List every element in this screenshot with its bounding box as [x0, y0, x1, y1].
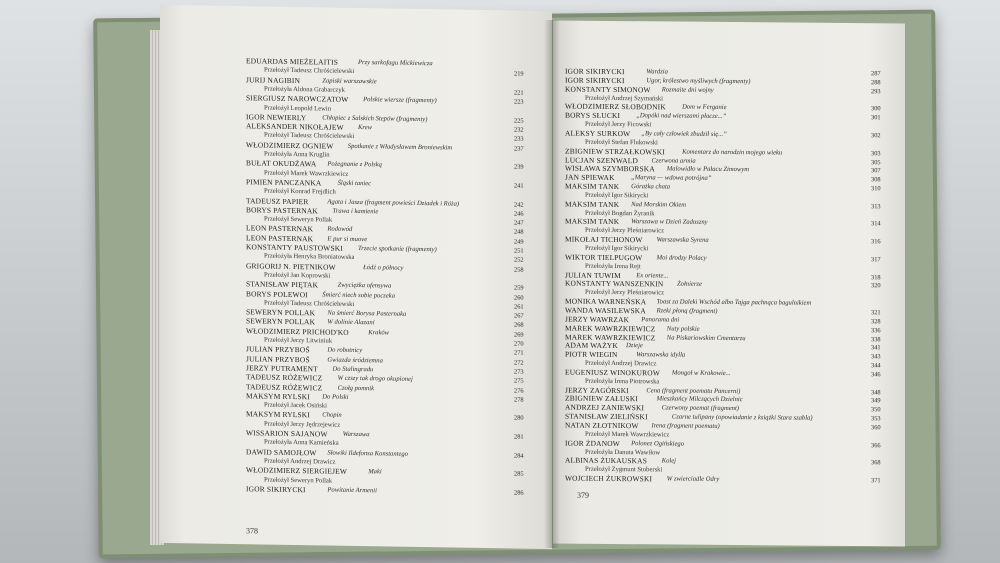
- entry-author: MAKSIM TANK: [565, 199, 620, 209]
- entry-title: Na Piskariowskim Cmentarzu: [666, 333, 746, 342]
- right-page: [553, 20, 905, 546]
- entry-author: MONIKA WARNEŃSKA: [565, 296, 647, 307]
- left-page-contents: [160, 5, 552, 549]
- entry-title: W dolinie Alazani: [327, 318, 375, 327]
- entry-translator: Przełożył Igor Sikirycki: [585, 244, 649, 253]
- entry-page-number: 287: [871, 70, 881, 78]
- entry-page-number: 267: [514, 312, 524, 320]
- entry-author: ALBINAS ŻUKAUSKAS: [565, 455, 648, 466]
- entry-author: MAKSIM TANK: [565, 217, 620, 227]
- entry-page-number: 353: [871, 415, 881, 423]
- entry-title: Wardzia: [646, 68, 668, 76]
- entry-page-number: 269: [514, 331, 524, 339]
- entry-title: Polonez Ogińskiego: [631, 439, 685, 448]
- entry-author: KONSTANTY WANSZENKIN: [565, 278, 664, 289]
- entry-translator: Przełożył Tadeusz Chróścielewski: [264, 299, 355, 308]
- entry-title: Maki: [368, 468, 382, 476]
- entry-author: JULIAN TUWIM: [565, 270, 621, 280]
- entry-page-number: 239: [514, 163, 524, 171]
- entry-page-number: 278: [514, 396, 524, 404]
- entry-page-number: 272: [514, 359, 524, 367]
- entry-title: Irena (fragment poematu): [651, 422, 720, 430]
- entry-author: BORYS SŁUCKI: [565, 110, 621, 121]
- entry-author: WANDA WASILEWSKA: [565, 305, 646, 316]
- right-page-contents: [553, 20, 905, 546]
- entry-author: WIKTOR TIELPUGOW: [565, 252, 643, 263]
- entry-page-number: 219: [514, 70, 524, 78]
- entry-title: Powitanie Armenii: [327, 486, 377, 495]
- entry-title: Do Polski: [322, 393, 349, 401]
- entry-title: Ugor, królestwo myśliwych (fragmenty): [646, 77, 751, 86]
- entry-author: WOJCIECH ŻUKROWSKI: [565, 473, 653, 484]
- entry-author: SEWERYN POLLAK: [246, 316, 316, 327]
- entry-translator: Przełożył Stefan Flukowski: [585, 138, 658, 147]
- entry-title: Malowidło w Pałacu Zimowym: [666, 165, 750, 174]
- entry-author: ZBIGNIEW ZAŁUSKI: [565, 394, 639, 404]
- entry-page-number: 360: [871, 424, 881, 432]
- entry-title: Czerwona armia: [651, 156, 696, 165]
- entry-page-number: 301: [871, 114, 881, 122]
- entry-author: MAREK WAWRZKIEWICZ: [565, 323, 656, 333]
- entry-page-number: 348: [871, 388, 881, 396]
- entry-title: Cena (fragment poematu Pancerni): [646, 386, 741, 395]
- entry-author: WŁODZIMIERZ PRICHOD'KO: [246, 325, 349, 337]
- entry-page-number: 280: [514, 414, 524, 423]
- entry-title: „By cały człowiek zbudził się...”: [641, 130, 727, 138]
- entry-page-number: 237: [514, 145, 524, 153]
- entry-author: NATAN ZŁOTNIKOW: [565, 420, 639, 431]
- entry-author: WISŁAWA SZYMBORSKA: [565, 163, 655, 174]
- entry-translator: Przełożył Jerzy Pleśniarowicz: [585, 227, 665, 235]
- toc-entry: [553, 474, 905, 486]
- entry-title: Dom w Ferganie: [682, 103, 727, 112]
- entry-title: Rozmaite dni wojny: [661, 86, 714, 94]
- entry-author: DAWID SAMOJŁOW: [246, 446, 317, 457]
- entry-page-number: 317: [871, 256, 881, 264]
- entry-title: Do robotnicy: [327, 346, 363, 355]
- entry-title: Śmierć niech sobie poczeka: [322, 290, 395, 300]
- entry-page-number: 246: [514, 210, 524, 218]
- entry-page-number: 286: [514, 489, 524, 497]
- entry-title: Komentarz do narodzin mojego wieku: [682, 148, 783, 157]
- entry-author: GRIGORIJ N. PIETNIKOW: [246, 260, 336, 272]
- entry-title: Nad Morskim Okiem: [631, 200, 687, 209]
- entry-title: Chopin: [322, 411, 342, 420]
- entry-author: ADAM WAŻYK: [565, 340, 618, 351]
- entry-title: Słowiki Ildefonsa Konstantego: [327, 449, 408, 458]
- entry-page-number: 252: [514, 256, 524, 264]
- entry-page-number: 225: [514, 117, 524, 125]
- entry-title: Kolej: [661, 457, 676, 465]
- entry-author: IGOR ŻDANOW: [565, 438, 620, 448]
- entry-translator: Przełożył Andrzej Szymański: [585, 94, 664, 102]
- entry-translator: Przełożył Jerzy Jędrzejewicz: [264, 420, 341, 429]
- entry-translator: Przełożył Seweryn Pollak: [264, 476, 333, 485]
- entry-author: JAN SPIEWAK: [565, 172, 615, 183]
- entry-author: KONSTANTY SIMONOW: [565, 84, 651, 95]
- entry-page-number: 346: [871, 371, 881, 379]
- entry-author: IGOR NEWIERLY: [246, 112, 307, 123]
- entry-page-number: 261: [514, 303, 524, 311]
- entry-title: Czarne tulipany (opowiadanie z książki Stara szabla): [671, 413, 813, 422]
- entry-page-number: 259: [514, 284, 524, 292]
- entry-page-number: 258: [514, 266, 524, 274]
- entry-page-number: 344: [871, 362, 881, 370]
- entry-translator: Przełożył Jacek Osiński: [264, 401, 327, 410]
- entry-page-number: 271: [514, 349, 524, 357]
- entry-page-number: 320: [871, 282, 881, 290]
- entry-author: PIMIEN PANCZANKA: [246, 177, 322, 188]
- entry-translator: Przełożył Jerzy Pleśniarowicz: [585, 288, 665, 297]
- entry-translator: Przełożyła Danuta Wawiłow: [585, 448, 661, 456]
- entry-page-number: 314: [871, 220, 881, 228]
- entry-page-number: 318: [871, 273, 881, 281]
- entry-title: E pur si muove: [327, 235, 368, 243]
- entry-page-number: 273: [514, 368, 524, 376]
- entry-author: IGOR SIKIRYCKI: [565, 75, 625, 85]
- entry-author: IGOR SIKIRYCKI: [565, 66, 625, 77]
- entry-page-number: 241: [514, 182, 524, 190]
- entry-page-number: 343: [871, 353, 881, 361]
- entry-title: „Dopóki nad wierszami płacze...”: [636, 112, 727, 121]
- entry-page-number: 221: [514, 89, 524, 97]
- entry-title: Gwiazda śródziemna: [327, 356, 383, 365]
- entry-page-number: 247: [514, 219, 524, 227]
- entry-title: Trawa i kamienie: [332, 207, 379, 216]
- entry-title: Warszawa: [342, 430, 370, 439]
- entry-title: Mongoł w Krakowie...: [671, 369, 731, 377]
- entry-author: STANISŁAW ZIELIŃSKI: [565, 411, 648, 422]
- entry-title: Dzieje: [626, 342, 643, 350]
- entry-title: Czołg pomnik: [337, 384, 375, 392]
- entry-translator: Przełożył Andrzej Drawicz: [585, 359, 657, 368]
- entry-author: BORYS PASTERNAK: [246, 205, 318, 216]
- left-page-number: 378: [246, 526, 258, 536]
- entry-page-number: 232: [514, 126, 524, 134]
- entry-translator: Przełożyła Anna Kamieńska: [264, 438, 339, 448]
- entry-title: Na śmierć Borysa Pasternaka: [327, 309, 407, 318]
- entry-translator: Przełożyła Henryka Broniatowska: [264, 252, 355, 262]
- entry-title: Ex oriente...: [636, 271, 669, 280]
- entry-author: KONSTANTY PAUSTOWSKI: [246, 242, 343, 253]
- entry-page-number: 281: [514, 433, 524, 441]
- entry-title: W czszy tak drogo okupionej: [337, 374, 413, 384]
- entry-translator: Przełożył Jan Koprowski: [264, 271, 331, 280]
- entry-author: ZBIGNIEW STRZAŁKOWSKI: [565, 146, 665, 157]
- entry-page-number: 305: [871, 158, 881, 166]
- entry-author: JERZY WAWRZAK: [565, 314, 630, 324]
- entry-page-number: 321: [871, 309, 881, 317]
- entry-translator: Przełożył Jerzy Litwiniuk: [264, 336, 333, 345]
- entry-author: JURIJ NAGIBIN: [246, 74, 301, 85]
- entry-author: WŁODZIMIERZ OGNIEW: [246, 139, 334, 151]
- entry-title: W zwierciadle Odry: [666, 475, 720, 484]
- entry-title: Zapiski warszawskie: [322, 77, 377, 85]
- entry-translator: Przełożył Jerzy Ficowski: [585, 120, 652, 129]
- entry-page-number: 270: [514, 340, 524, 348]
- entry-translator: Przełożyła Irena Piotrowska: [585, 377, 660, 386]
- entry-page-number: 366: [871, 441, 881, 450]
- entry-title: Górażka chata: [631, 183, 671, 191]
- entry-page-number: 328: [871, 318, 881, 326]
- entry-title: Do Stalingradu: [332, 365, 374, 374]
- entry-translator: Przełożył Tadeusz Chróścielewski: [264, 66, 355, 76]
- entry-author: JULIAN PRZYBOŚ: [246, 353, 310, 364]
- entry-title: Moi drodzy Polacy: [656, 254, 707, 262]
- entry-author: JERZY ZAGÓRSKI: [565, 385, 629, 395]
- right-page-number: 379: [577, 490, 589, 500]
- entry-title: Trzecie spotkanie (fragmenty): [358, 245, 437, 254]
- entry-title: Pożegnanie z Polską: [327, 160, 382, 169]
- entry-page-number: 276: [514, 386, 524, 395]
- entry-page-number: 233: [514, 135, 524, 144]
- entry-translator: Przełożył Tadeusz Chróścielewski: [264, 131, 355, 141]
- entry-title: Chłopiec z Salskich Stepów (fragmenty): [322, 114, 428, 123]
- entry-author: BUŁAT OKUDŻAWA: [246, 158, 317, 169]
- entry-page-number: 338: [871, 335, 881, 343]
- entry-page-number: 288: [871, 79, 881, 87]
- entry-title: Żołnierze: [677, 280, 702, 289]
- entry-page-number: 341: [871, 344, 881, 352]
- entry-author: SEWERYN POLLAK: [246, 307, 316, 318]
- entry-author: MIKOŁAJ TICHONOW: [565, 234, 643, 245]
- entry-author: LEON PASTERNAK: [246, 232, 314, 244]
- entry-page-number: 285: [514, 470, 524, 478]
- entry-page-number: 336: [871, 326, 881, 334]
- entry-author: LEON PASTERNAK: [246, 223, 314, 234]
- entry-author: EDUARDAS MIEŻELAITIS: [246, 56, 339, 67]
- entry-title: Rzeki płoną (fragment): [656, 307, 718, 315]
- entry-page-number: 307: [871, 167, 881, 175]
- entry-page-number: 284: [514, 452, 524, 460]
- entry-page-number: 223: [514, 98, 524, 106]
- entry-author: JERZY PUTRAMENT: [246, 363, 318, 374]
- entry-title: Krew: [358, 124, 373, 132]
- entry-author: WISSARION SAJANOW: [246, 428, 328, 439]
- entry-author: BORYS POLEWOI: [246, 288, 308, 299]
- entry-title: Rodowód: [327, 225, 353, 234]
- entry-page-number: 349: [871, 397, 881, 405]
- entry-translator: Przełożył Leopold Lewin: [264, 104, 332, 113]
- entry-title: Spotkanie z Władysławem Broniewskim: [347, 142, 453, 152]
- entry-page-number: 275: [514, 377, 524, 385]
- entry-page-number: 316: [871, 238, 881, 246]
- entry-title: Śląski taniec: [337, 179, 372, 188]
- entry-page-number: 368: [871, 459, 881, 467]
- entry-page-number: 268: [514, 321, 524, 330]
- entry-author: WŁODZIMIERZ SIERGIEJEW: [246, 465, 348, 477]
- entry-author: MAKSIM TANK: [565, 181, 620, 192]
- entry-page-number: 302: [871, 132, 881, 140]
- entry-title: Warszawska Syrena: [656, 236, 709, 244]
- entry-page-number: 249: [514, 238, 524, 246]
- entry-page-number: 260: [514, 293, 524, 302]
- entry-page-number: 371: [871, 477, 881, 485]
- entry-translator: Przełożył Zygmunt Stoberski: [585, 465, 663, 474]
- entry-author: TADEUSZ RÓŻEWICZ: [246, 381, 323, 392]
- entry-translator: Przełożył Andrzej Drawicz: [264, 457, 336, 466]
- entry-page-number: 310: [871, 185, 881, 193]
- entry-title: Panorama dni: [641, 316, 680, 324]
- entry-translator: Przełożyła Anna Kruglin: [264, 150, 330, 159]
- entry-title: Czerwony poemat (fragment): [661, 404, 739, 413]
- entry-author: MAKSYM RYLSKI: [246, 391, 310, 402]
- entry-title: Agata i Jasza (fragment powieści Dziadek i Róża): [327, 198, 460, 208]
- entry-translator: Przełożył Seweryn Pollak: [264, 215, 333, 224]
- entry-author: MAREK WAWRZKIEWICZ: [565, 332, 656, 342]
- entry-page-number: 300: [871, 105, 881, 113]
- entry-translator: Przełożyła Irena Rejt: [585, 262, 641, 270]
- entry-page-number: 313: [871, 202, 881, 211]
- entry-author: WŁODZIMIERZ SŁOBODNIK: [565, 101, 666, 112]
- entry-author: PIOTR WIEGIN: [565, 349, 618, 360]
- entry-page-number: 308: [871, 176, 881, 184]
- entry-title: Warszawa w Dzień Zaduszny: [631, 218, 708, 227]
- entry-author: ALEKSANDER NIKOŁAJEW: [246, 121, 344, 132]
- entry-translator: Przełożył Marek Wawrzkiewicz: [264, 169, 349, 178]
- entry-page-number: 303: [871, 149, 881, 157]
- entry-author: LUCJAN SZENWALD: [565, 155, 639, 165]
- entry-page-number: 350: [871, 406, 881, 414]
- entry-author: TADEUSZ PAPIER: [246, 195, 309, 206]
- entry-title: Toast za Daleki Wschód albo Tajga pachnąca bagulnikiem: [656, 298, 812, 307]
- entry-title: „Maryna — wdowa potrójna”: [631, 174, 712, 183]
- entry-translator: Przełożył Marek Wawrzkiewicz: [585, 430, 670, 439]
- entry-translator: Przełożył Konrad Frejdlich: [264, 187, 336, 196]
- entry-author: ANDRZEJ ZANIEWSKI: [565, 402, 645, 413]
- book-gutter: [544, 20, 560, 548]
- entry-title: Polskie wiersze (fragmenty): [363, 96, 437, 105]
- entry-title: Przy sarkofagu Mickiewicza: [358, 59, 433, 68]
- entry-title: Kraków: [368, 328, 390, 337]
- entry-page-number: 251: [514, 247, 524, 255]
- entry-title: Łódź o północy: [363, 263, 404, 272]
- entry-author: STANISŁAW PIĘTAK: [246, 279, 319, 290]
- entry-author: JULIAN PRZYBOŚ: [246, 344, 310, 355]
- entry-title: Nuty polskie: [666, 325, 700, 333]
- entry-author: SIERGIUSZ NAROWCZATOW: [246, 93, 349, 105]
- entry-translator: Przełożyła Aldona Grabarczyk: [264, 85, 345, 94]
- entry-page-number: 248: [514, 228, 524, 237]
- entry-translator: Przełożył Igor Sikirycki: [585, 191, 649, 200]
- entry-title: Warszawska idylla: [636, 351, 686, 359]
- entry-page-number: 293: [871, 87, 881, 96]
- left-page: [160, 5, 552, 549]
- entry-author: EUGENIUSZ WINOKUROW: [565, 367, 661, 378]
- entry-author: ALEKSY SURKOW: [565, 128, 631, 139]
- entry-author: IGOR SIKIRYCKI: [246, 484, 306, 495]
- entry-title: Mieszkańcy Milczących Dzielnic: [656, 395, 743, 404]
- entry-page-number: 242: [514, 200, 524, 209]
- entry-translator: Przełożył Bogdan Żyranik: [585, 209, 655, 217]
- entry-author: TADEUSZ RÓŻEWICZ: [246, 372, 323, 383]
- entry-author: MAKSYM RYLSKI: [246, 409, 310, 420]
- entry-title: Zwyciężka ofensywa: [337, 281, 392, 290]
